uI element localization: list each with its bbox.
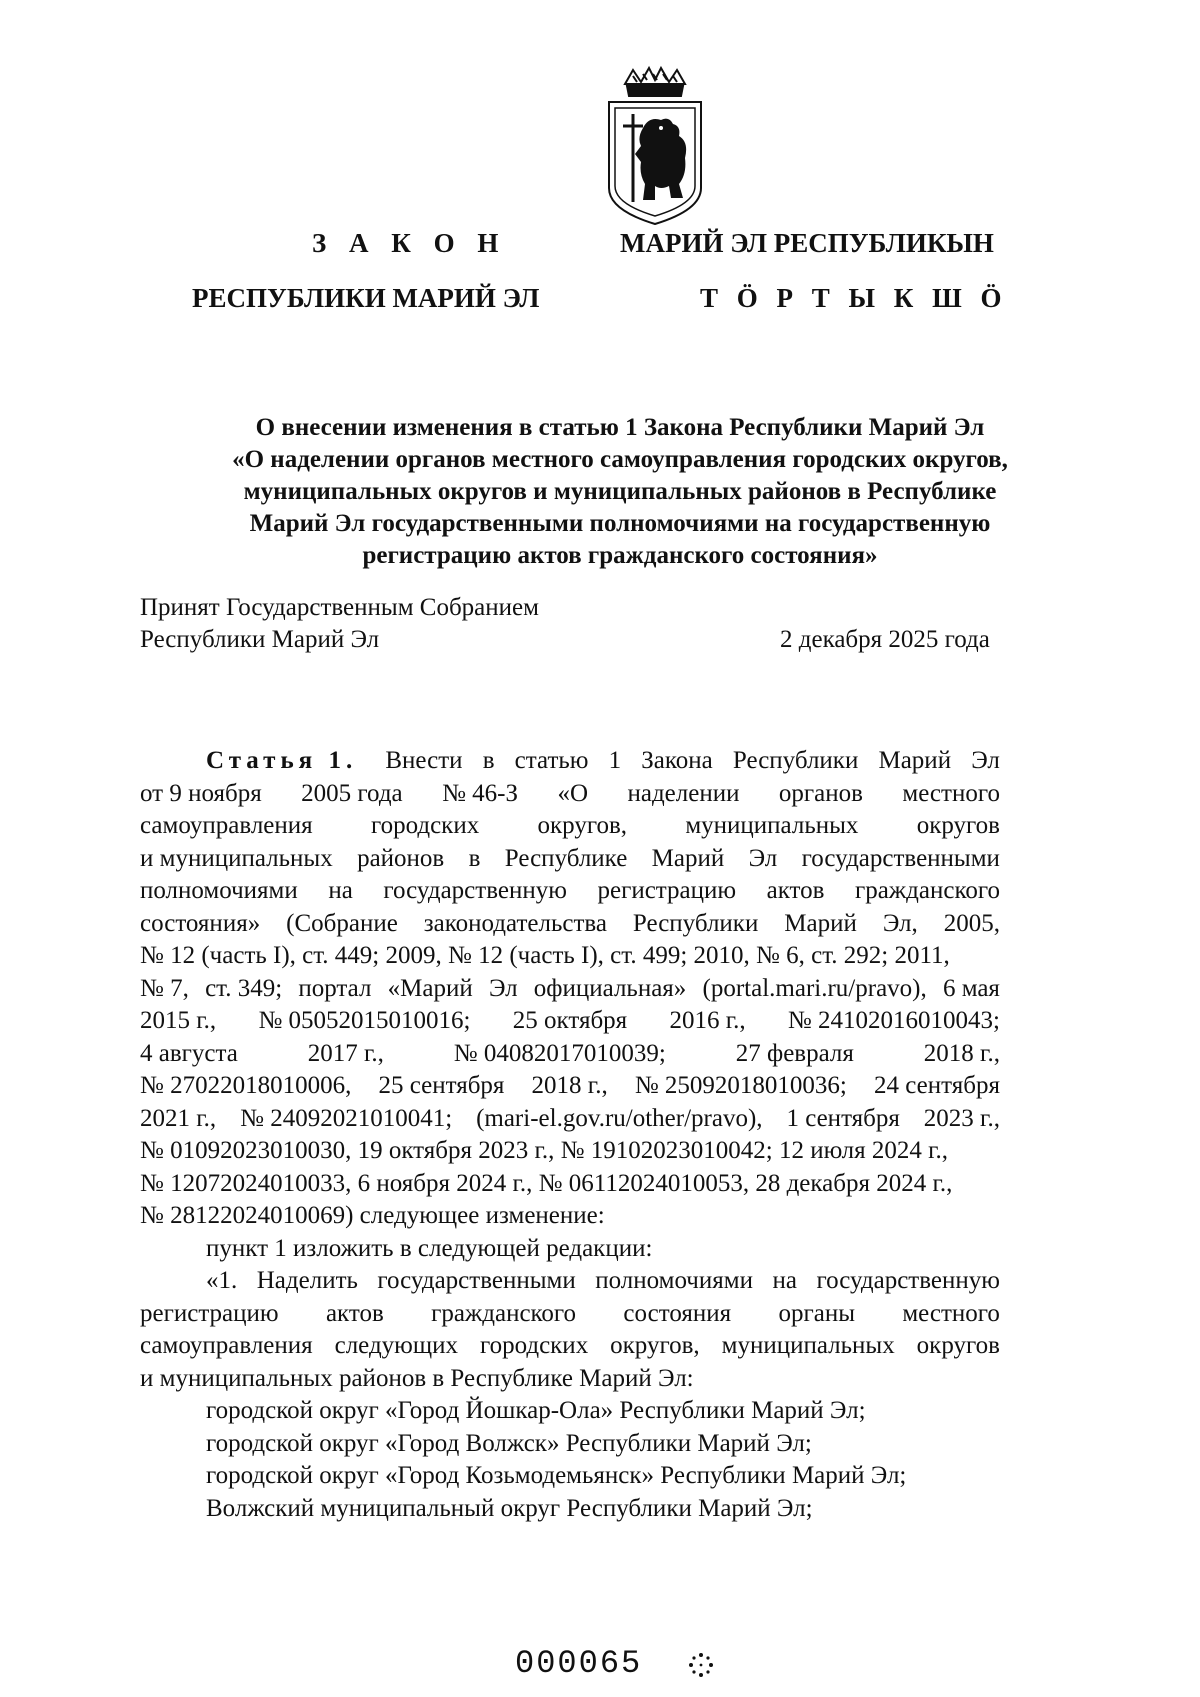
text: городской округ «Город Козьмодемьянск» Республики Марий Эл; xyxy=(206,1462,907,1489)
word: № 7, xyxy=(140,974,189,1002)
word: государственными xyxy=(801,844,1000,872)
word: 2016 г., xyxy=(669,1007,746,1034)
word: наделении xyxy=(627,779,740,807)
word: № 27022018010006, xyxy=(140,1072,352,1099)
text-line xyxy=(140,1395,1000,1428)
word: от 9 ноября xyxy=(140,779,262,807)
word: 1 xyxy=(608,747,622,774)
text-line xyxy=(140,1103,1000,1136)
word: 2021 г., xyxy=(140,1104,217,1132)
text-line xyxy=(140,745,1000,778)
article-body xyxy=(140,745,1000,1525)
text: городской округ «Город Волжск» Республики Марий Эл; xyxy=(206,1429,812,1457)
word: статью xyxy=(514,747,589,774)
text-line xyxy=(140,778,1000,811)
word: и муниципальных xyxy=(140,844,333,872)
word: муниципальных xyxy=(685,812,859,839)
law-title-block xyxy=(150,412,1090,572)
word: (portal.mari.ru/pravo), xyxy=(702,974,927,1002)
text-line xyxy=(140,1200,1000,1233)
text-line xyxy=(140,1070,1000,1103)
text-line xyxy=(140,843,1000,876)
title-line: «О наделении органов местного самоуправления городских округов, xyxy=(232,446,1008,473)
text-line xyxy=(140,1460,1000,1493)
word: 6 мая xyxy=(942,974,1000,1002)
text-line xyxy=(140,1135,1000,1168)
word: Эл xyxy=(488,974,518,1002)
text-line xyxy=(140,1298,1000,1331)
text-line xyxy=(140,1168,1000,1201)
word: следующих xyxy=(334,1332,458,1359)
word: 4 августа xyxy=(140,1039,238,1067)
text: и муниципальных районов в Республике Марий Эл: xyxy=(140,1364,694,1392)
word: состояния xyxy=(623,1299,732,1327)
word: Республики xyxy=(732,747,859,774)
word: «Марий xyxy=(387,974,473,1002)
word: полномочиями xyxy=(595,1267,753,1294)
word: местного xyxy=(902,779,1000,807)
text-line xyxy=(140,973,1000,1006)
word: полномочиями xyxy=(140,877,298,904)
text-line xyxy=(140,1005,1000,1038)
title-line: Марий Эл государственными полномочиями на государственную xyxy=(249,510,991,537)
law-title-ru: З А К О Н xyxy=(312,228,507,258)
title-line: регистрацию актов гражданского состояния» xyxy=(362,542,878,569)
word: № 01092023010030, 19 октября 2023 г., № 19102023010042; 12 июля 2024 г., xyxy=(140,1137,949,1164)
text: городской округ «Город Йошкар-Ола» Республики Марий Эл; xyxy=(206,1397,866,1424)
word: законодательства xyxy=(423,909,607,937)
word: органов xyxy=(778,779,863,807)
text-line xyxy=(140,1038,1000,1071)
word: гражданского xyxy=(431,1299,577,1327)
adopted-by-line2: Республики Марий Эл xyxy=(140,626,380,653)
text: Волжский муниципальный округ Республики Марий Эл; xyxy=(206,1494,813,1522)
word: городских xyxy=(479,1332,589,1359)
text-line xyxy=(140,940,1000,973)
word: Внести xyxy=(385,747,463,774)
word: Эл xyxy=(971,747,1000,774)
word: городских xyxy=(370,812,480,839)
word: Республики xyxy=(632,909,759,937)
word: муниципальных xyxy=(721,1332,895,1359)
word: округов, xyxy=(537,812,628,839)
word: портал xyxy=(298,974,372,1002)
sparkle-mark-icon xyxy=(688,1652,714,1678)
word: № 24102016010043; xyxy=(787,1007,1000,1034)
word: 1 сентября xyxy=(786,1104,900,1132)
word: 2005 года xyxy=(301,779,403,807)
word: Эл xyxy=(748,844,778,872)
word: регистрацию xyxy=(597,877,737,904)
adopted-by-line1: Принят Государственным Собранием xyxy=(140,594,539,621)
word: актов xyxy=(766,877,825,904)
word: № 46-З xyxy=(442,779,519,807)
title-line: О внесении изменения в статью 1 Закона Республики Марий Эл xyxy=(255,414,985,441)
word: № 25092018010036; xyxy=(634,1072,847,1099)
word: гражданского xyxy=(855,877,1000,904)
word: (Собрание xyxy=(286,909,398,937)
word: на xyxy=(328,877,353,904)
word: «О xyxy=(557,779,589,807)
word: 2018 г., xyxy=(923,1039,1000,1067)
text-line xyxy=(140,1330,1000,1363)
law-title-mari: МАРИЙ ЭЛ РЕСПУБЛИКЫН xyxy=(620,228,994,258)
adoption-date: 2 декабря 2025 года xyxy=(780,626,990,653)
text-line xyxy=(140,908,1000,941)
word: самоуправления xyxy=(140,1332,313,1359)
word: актов xyxy=(325,1299,384,1327)
word: 2017 г., xyxy=(307,1039,384,1067)
title-line: муниципальных округов и муниципальных районов в Республике xyxy=(243,478,997,505)
word: ст. 349; xyxy=(205,974,283,1002)
word: Марий xyxy=(784,909,857,937)
text-line xyxy=(140,875,1000,908)
word: на xyxy=(772,1267,797,1294)
word: Наделить xyxy=(256,1267,358,1294)
text: № 28122024010069) следующее изменение: xyxy=(140,1202,605,1229)
word: местного xyxy=(902,1299,1000,1327)
text-line xyxy=(140,810,1000,843)
word: № 05052015010016; xyxy=(258,1007,471,1034)
word: Марий xyxy=(878,747,952,774)
law-word-mari: Т Ö Р Т Ы К Ш Ö xyxy=(700,283,1008,313)
document-serial-number: 000065 xyxy=(515,1645,643,1682)
word: (mari-el.gov.ru/other/pravo), xyxy=(476,1104,763,1132)
text-line xyxy=(140,1233,1000,1266)
text-line xyxy=(140,1493,1000,1526)
word: 25 октября xyxy=(512,1007,628,1034)
word: № 04082017010039; xyxy=(453,1039,666,1067)
word: 24 сентября xyxy=(874,1072,1000,1099)
word: 2015 г., xyxy=(140,1007,217,1034)
word: Эл, xyxy=(882,909,918,937)
text-line xyxy=(140,1363,1000,1396)
word: 2005, xyxy=(943,909,1000,937)
word: 27 февраля xyxy=(735,1039,854,1067)
word: официальная» xyxy=(533,974,687,1002)
word: регистрацию xyxy=(140,1299,279,1327)
word: в xyxy=(482,747,495,774)
word: 2023 г., xyxy=(923,1104,1000,1132)
word: самоуправления xyxy=(140,812,313,839)
word: 25 сентября xyxy=(378,1072,505,1099)
word: Республике xyxy=(504,844,628,872)
text-line xyxy=(140,1265,1000,1298)
word: округов xyxy=(916,1332,1000,1359)
word: органы xyxy=(778,1299,855,1327)
word: № 12072024010033, 6 ноября 2024 г., № 06112024010053, 28 декабря 2024 г., xyxy=(140,1169,953,1197)
text-line xyxy=(140,1428,1000,1461)
republic-name-ru: РЕСПУБЛИКИ МАРИЙ ЭЛ xyxy=(192,283,540,313)
word: № 24092021010041; xyxy=(240,1104,453,1132)
text: пункт 1 изложить в следующей редакции: xyxy=(206,1234,653,1262)
article-label: Статья 1. xyxy=(206,747,358,774)
word: Марий xyxy=(651,844,725,872)
coat-of-arms-emblem xyxy=(603,62,707,230)
word: № 12 (часть I), ст. 449; 2009, № 12 (часть I), ст. 499; 2010, № 6, ст. 292; 2011, xyxy=(140,942,950,969)
word: районов xyxy=(357,844,445,872)
word: 2018 г., xyxy=(531,1072,608,1099)
word: состояния» xyxy=(140,909,261,937)
word: округов xyxy=(916,812,1000,839)
word: государственную xyxy=(816,1267,1000,1294)
word: государственную xyxy=(383,877,567,904)
word: Закона xyxy=(641,747,713,774)
word: «1. xyxy=(206,1267,238,1294)
word: округов, xyxy=(610,1332,700,1359)
word: в xyxy=(468,844,481,872)
word: государственными xyxy=(377,1267,576,1294)
